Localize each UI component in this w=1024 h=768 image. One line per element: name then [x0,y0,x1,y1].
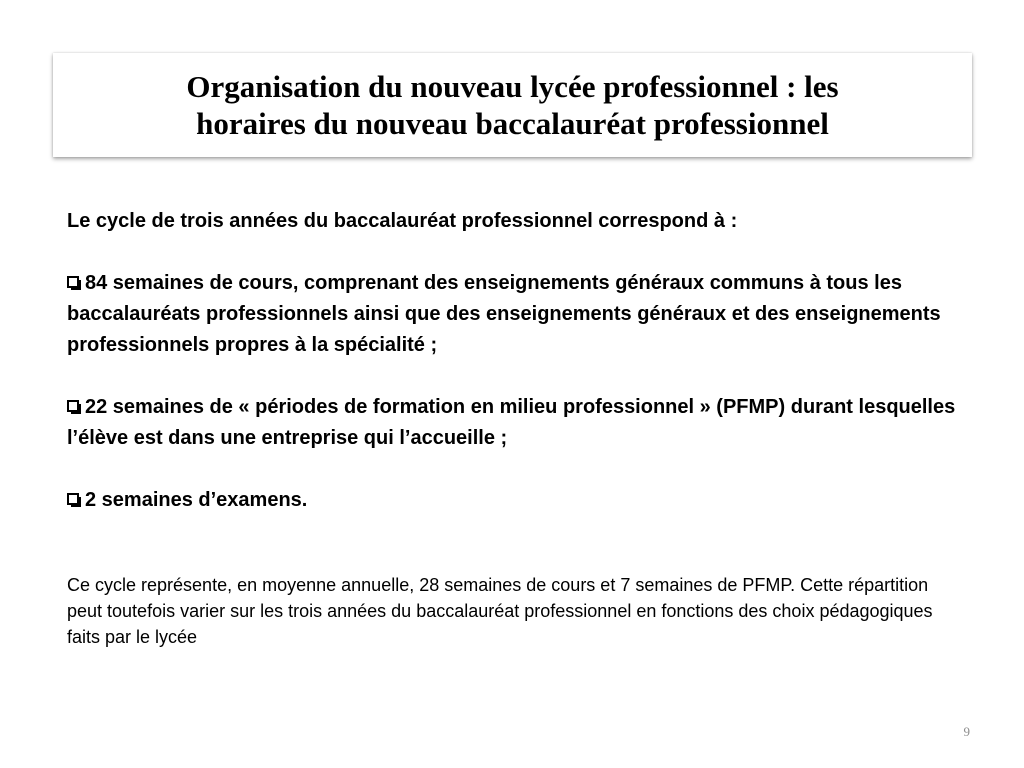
slide-title-line-2: horaires du nouveau baccalauréat professionnel [196,106,829,141]
slide-title-box [53,53,972,157]
bullet-text-examens: 2 semaines d’examens. [85,489,308,511]
bullet-item-examens [67,485,957,516]
lead-sentence: Le cycle de trois années du baccalauréat professionnel correspond à : [67,210,738,232]
checkbox-icon [67,276,79,288]
footnote-paragraph: Ce cycle représente, en moyenne annuelle, 28 semaines de cours et 7 semaines de PFMP. Cette répartition peut toutefois varier sur les trois années du baccalauréat professionnel en fonctions des choix pédagogiques faits par le lycée [67,575,933,647]
bullet-text-cours: 84 semaines de cours, comprenant des enseignements généraux communs à tous les baccalauréats professionnels ainsi que des enseignements généraux et des enseignements professionnels propres à la spécialité ; [67,272,941,356]
checkbox-icon [67,400,79,412]
slide-title-line-1: Organisation du nouveau lycée professionnel : les [186,69,839,104]
slide-body [67,206,957,650]
page-number: 9 [963,724,970,739]
checkbox-icon [67,493,79,505]
bullet-item-pfmp [67,392,957,454]
bullet-item-cours [67,268,957,361]
bullet-text-pfmp: 22 semaines de « périodes de formation en milieu professionnel » (PFMP) durant lesquelles l’élève est dans une entreprise qui l’accueille ; [67,396,956,449]
slide-title [166,68,858,142]
